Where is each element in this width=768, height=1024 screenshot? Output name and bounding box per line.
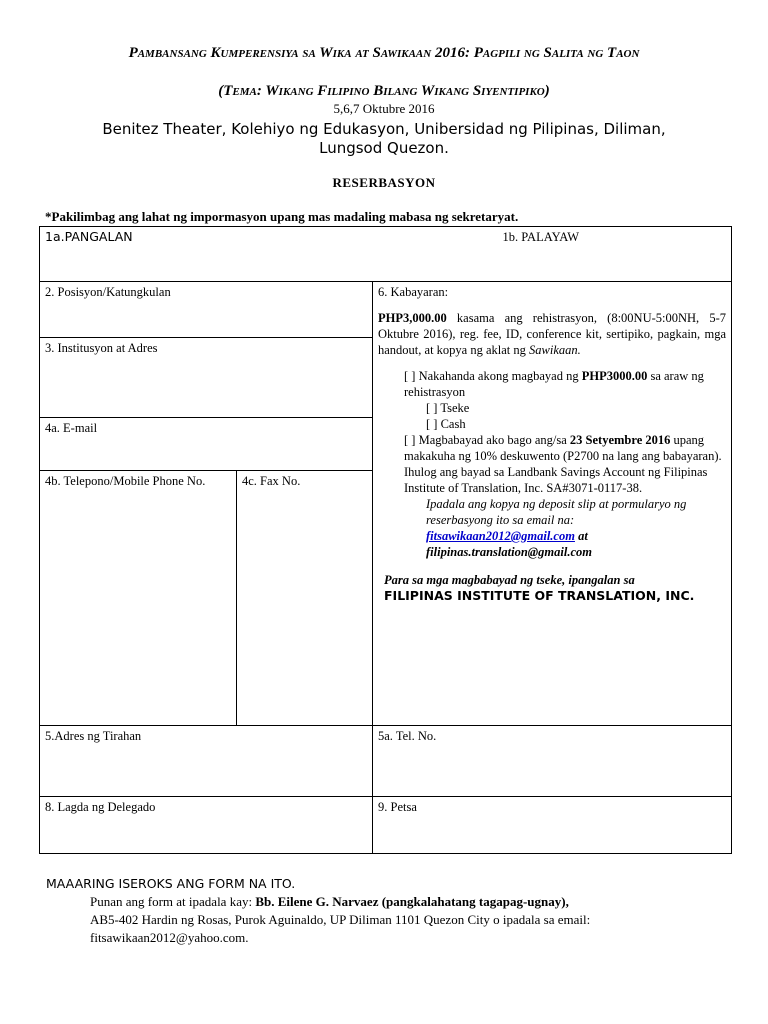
institution-field[interactable]: 3. Institusyon at Adres <box>40 338 373 418</box>
submission-instruction: Punan ang form at ipadala kay: Bb. Eilene G. Narvaez (pangkalahatang tagapag-ugnay), <box>90 894 569 909</box>
deposit-note: Ipadala ang kopya ng deposit slip at pormularyo ng reserbasyong ito sa email na: <box>426 497 687 527</box>
tel-field[interactable]: 5a. Tel. No. <box>373 726 732 797</box>
conference-title: Pambansang Kumperensiya sa Wika at Sawikaan 2016: Pagpili ng Salita ng Taon <box>128 45 640 61</box>
photocopy-note: MAAARING ISEROKS ANG FORM NA ITO. <box>46 876 296 891</box>
check-option[interactable]: [ ] Tseke <box>426 401 470 415</box>
conference-venue: Benitez Theater, Kolehiyo ng Edukasyon, Unibersidad ng Pilipinas, Diliman, Lungsod Quezon. <box>102 120 666 157</box>
email-field[interactable]: 4a. E-mail <box>40 418 373 471</box>
email-filipinas: filipinas.translation@gmail.com <box>426 545 592 559</box>
check-payee-note: Para sa mga magbabayad ng tseke, ipangalan sa <box>384 573 635 587</box>
payment-amount-desc: PHP3,000.00 kasama ang rehistrasyon, (8:00NU-5:00NH, 5-7 Oktubre 2016), reg. fee, ID, conference kit, sertipiko, pagkain, mga handout, at kopya ng aklat ng Sawikaan. <box>378 311 727 357</box>
conference-dates: 5,6,7 Oktubre 2016 <box>333 101 435 116</box>
cash-option[interactable]: [ ] Cash <box>426 417 466 431</box>
position-field[interactable]: 2. Posisyon/Katungkulan <box>40 282 373 338</box>
payment-label: 6. Kabayaran: <box>378 285 449 299</box>
date-field[interactable]: 9. Petsa <box>373 797 732 854</box>
print-instruction: *Pakilimbag ang lahat ng impormasyon upang mas madaling mabasa ng sekretaryat. <box>45 209 519 224</box>
footer <box>46 875 590 947</box>
fax-field[interactable]: 4c. Fax No. <box>237 471 373 726</box>
early-payment-option[interactable]: [ ] Magbabayad ako bago ang/sa 23 Setyembre 2016 upang makakuha ng 10% deskuwento (P2700 na lang ang babayaran). Ihulog ang bayad sa Landbank Savings Account ng Filipinas Institute of Translation, Inc. SA#3071-0117-38. <box>404 433 722 495</box>
signature-field[interactable]: 8. Lagda ng Delegado <box>40 797 373 854</box>
payment-amount: PHP3,000.00 <box>378 311 447 325</box>
payment-cell <box>373 282 732 726</box>
payee-name: FILIPINAS INSTITUTE OF TRANSLATION, INC. <box>384 588 695 603</box>
submission-email: fitsawikaan2012@yahoo.com. <box>90 930 249 945</box>
home-address-field[interactable]: 5.Adres ng Tirahan <box>40 726 373 797</box>
conference-theme: (Tema: Wikang Filipino Bilang Wikang Siyentipiko) <box>218 83 550 99</box>
submission-address: AB5-402 Hardin ng Rosas, Purok Aguinaldo, UP Diliman 1101 Quezon City o ipadala sa email: <box>90 912 591 927</box>
nickname-field[interactable]: 1b. PALAYAW <box>373 227 732 282</box>
form-title: RESERBASYON <box>332 175 436 190</box>
name-field[interactable]: 1a.PANGALAN <box>40 227 373 282</box>
deposit-emails: fitsawikaan2012@gmail.com at filipinas.translation@gmail.com <box>426 529 592 559</box>
email-link-gmail[interactable]: fitsawikaan2012@gmail.com <box>426 529 575 543</box>
reservation-form <box>39 226 732 854</box>
phone-field[interactable]: 4b. Telepono/Mobile Phone No. <box>40 471 237 726</box>
pay-on-registration-option[interactable]: [ ] Nakahanda akong magbayad ng PHP3000.00 sa araw ng rehistrasyon <box>404 369 704 399</box>
